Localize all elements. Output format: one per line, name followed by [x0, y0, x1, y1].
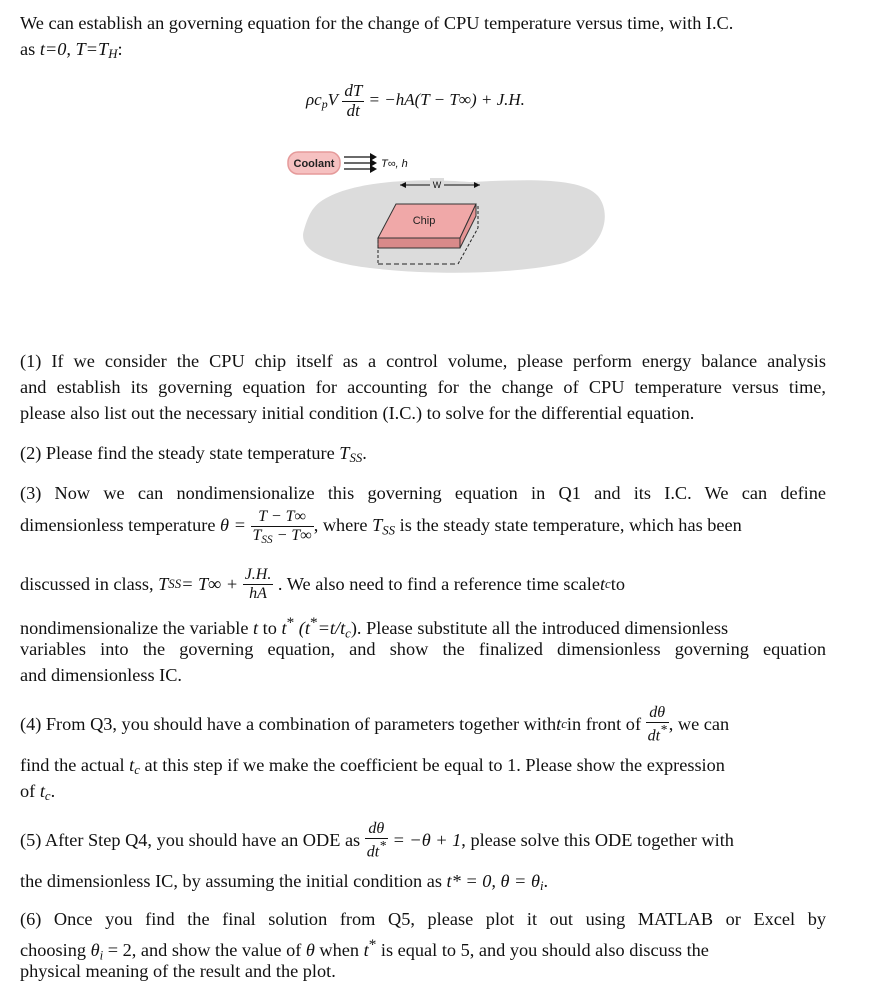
flow-label: T∞, h: [381, 158, 408, 170]
question-6-line-2: choosing $\theta_i = 2$, and show the value of θ when t* is equal to 5, and you should also discuss the: [20, 936, 709, 963]
question-3-line-6: and dimensionless IC.: [20, 665, 182, 685]
question-5-line-2: the dimensionless IC, by assuming the initial condition as t* = 0, $\theta = \theta_i$.: [20, 871, 549, 894]
question-1-line-1: (1) If we consider the CPU chip itself as a control volume, please perform energy balance analysis: [20, 351, 826, 371]
question-3-line-2: dimensionless temperature θ = $\frac{T - T\infty}{T_{SS} - T\infty}$ , where $T_{SS}$ is the steady state temperature, which has been: [20, 508, 742, 546]
width-label: W: [432, 180, 442, 190]
governing-equation: $\rho c_pV$ $\frac{dT}{dt}$ = −hA(T − T∞) + J.H.: [306, 81, 525, 120]
chip-cooling-diagram: [280, 140, 620, 280]
question-5-line-1: (5) After Step Q4, you should have an ODE as $\frac{d\theta}{dt^*}$ = −θ + 1 , please solve this ODE together with: [20, 820, 734, 860]
question-1-line-2: and establish its governing equation for accounting for the change of CPU temperature versus time,: [20, 377, 826, 397]
chip-label: Chip: [412, 215, 436, 227]
question-6-line-3: physical meaning of the result and the plot.: [20, 961, 336, 981]
chip-front: [378, 238, 460, 248]
question-4-line-2: find the actual $t_c$ at this step if we make the coefficient be equal to 1. Please show the expression: [20, 755, 725, 778]
question-4-line-1: (4) From Q3, you should have a combination of parameters together with t c in front of $\frac{d\theta}{dt^*}$ , we can: [20, 704, 730, 744]
question-4-line-3: of $t_c$.: [20, 781, 56, 804]
flow-arrow-bottom-head: [370, 165, 377, 173]
question-1-line-3: please also list out the necessary initial condition (I.C.) to solve for the differential equation.: [20, 403, 695, 423]
intro-line-1: We can establish an governing equation for the change of CPU temperature versus time, with I.C.: [20, 13, 734, 33]
question-3-line-5: variables into the governing equation, and show the finalized dimensionless governing equation: [20, 639, 826, 659]
question-6-line-1: (6) Once you find the final solution from Q5, please plot it out using MATLAB or Excel by: [20, 909, 826, 929]
question-3-line-4: nondimensionalize the variable t to t* $(t^*=t/t_c)$. Please substitute all the introduced dimensionless: [20, 614, 729, 641]
intro-line-2: as t=0, $T=T_H$:: [20, 39, 123, 62]
question-3-line-3: discussed in class, T SS = T∞ + $\frac{J.H.}{hA}$ . We also need to find a reference time scale t c to: [20, 566, 625, 602]
coolant-label: Coolant: [293, 158, 335, 170]
initial-condition: t=0, T=T: [39, 39, 109, 59]
question-2: (2) Please find the steady state temperature $T_{SS}$.: [20, 443, 367, 466]
question-3-line-1: (3) Now we can nondimensionalize this governing equation in Q1 and its I.C. We can define: [20, 483, 826, 503]
